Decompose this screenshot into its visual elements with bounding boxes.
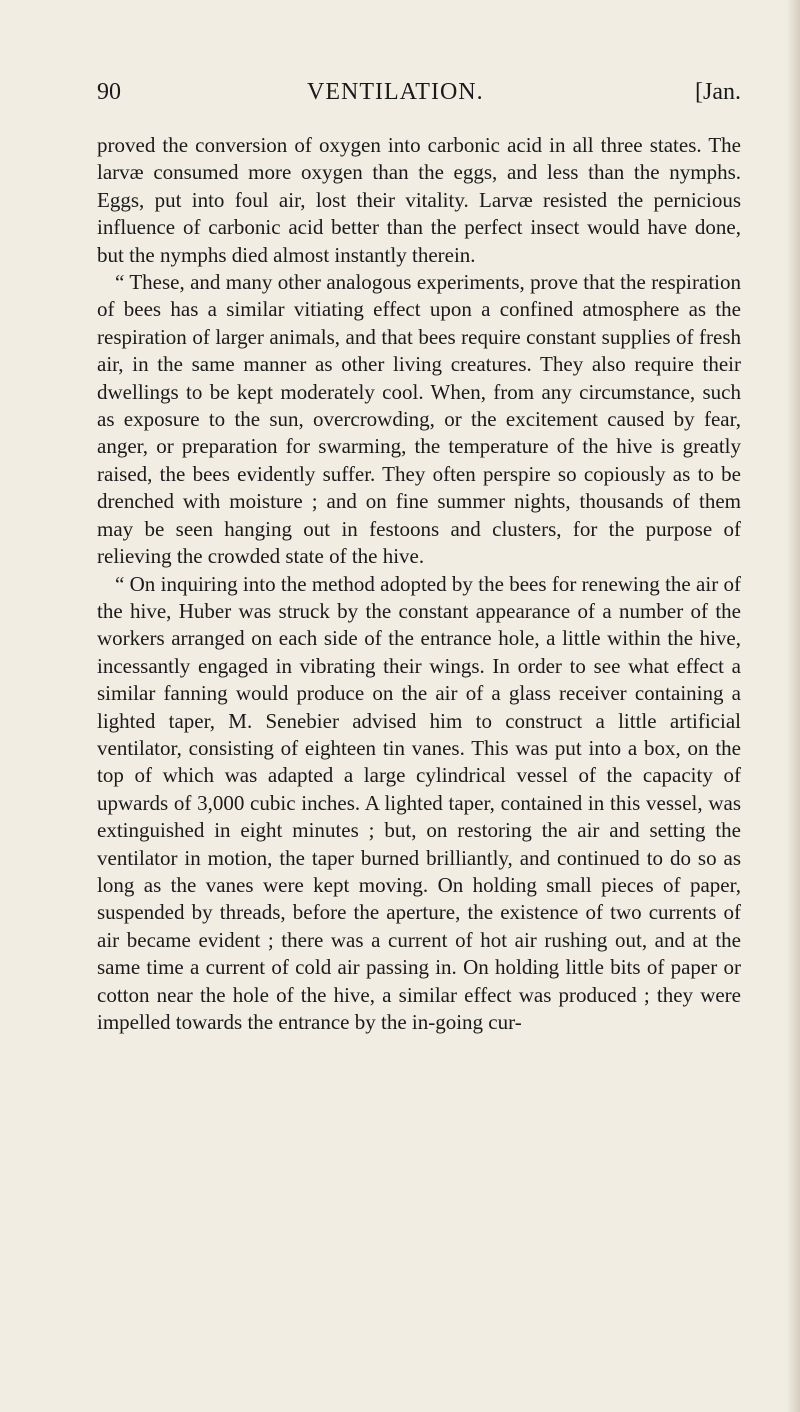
page-number: 90 <box>97 79 121 105</box>
paragraph-3: “ On inquiring into the method adopted by the bees for renewing the air of the hive, Huber was struck by the constant appearance of a number of the workers arranged on each side of the entrance hole, a little within the hive, incessantly engaged in vibrating their wings. In order to see what effect a similar fanning would produce on the air of a glass receiver containing a lighted taper, M. Senebier advised him to construct a little artificial ventilator, consisting of eighteen tin vanes. This was put into a box, on the top of which was adapted a large cylindrical vessel of the capacity of upwards of 3,000 cubic inches. A lighted taper, contained in this vessel, was extinguished in eight minutes ; but, on restoring the air and setting the ventilator in motion, the taper burned brilliantly, and continued to do so as long as the vanes were kept moving. On holding small pieces of paper, suspended by threads, before the aperture, the existence of two currents of air became evident ; there was a current of hot air rushing out, and at the same time a current of cold air passing in. On holding little bits of paper or cotton near the hole of the hive, a similar effect was produced ; they were impelled towards the entrance by the in-going cur- <box>97 571 741 1034</box>
running-section: [Jan. <box>695 79 741 105</box>
running-title: VENTILATION. <box>307 79 484 105</box>
running-head <box>97 76 741 108</box>
paragraph-1: proved the conversion of oxygen into carbonic acid in all three states. The larvæ consumed more oxygen than the eggs, and less than the nymphs. Eggs, put into foul air, lost their vitality. Larvæ resisted the pernicious influence of carbonic acid better than the perfect insect would have done, but the nymphs died almost instantly therein. <box>97 133 741 267</box>
body-text <box>97 132 741 1036</box>
paragraph-2: “ These, and many other analogous experiments, prove that the respiration of bees has a similar vitiating effect upon a confined atmosphere as the respiration of larger animals, and that bees require constant supplies of fresh air, in the same manner as other living creatures. They also require their dwellings to be kept moderately cool. When, from any circumstance, such as exposure to the sun, overcrowding, or the excitement caused by fear, anger, or preparation for swarming, the temperature of the hive is greatly raised, the bees evidently suffer. They often perspire so copiously as to be drenched with moisture ; and on fine summer nights, thousands of them may be seen hanging out in festoons and clusters, for the purpose of relieving the crowded state of the hive. <box>97 270 741 569</box>
page-edge-shadow <box>786 0 800 1412</box>
